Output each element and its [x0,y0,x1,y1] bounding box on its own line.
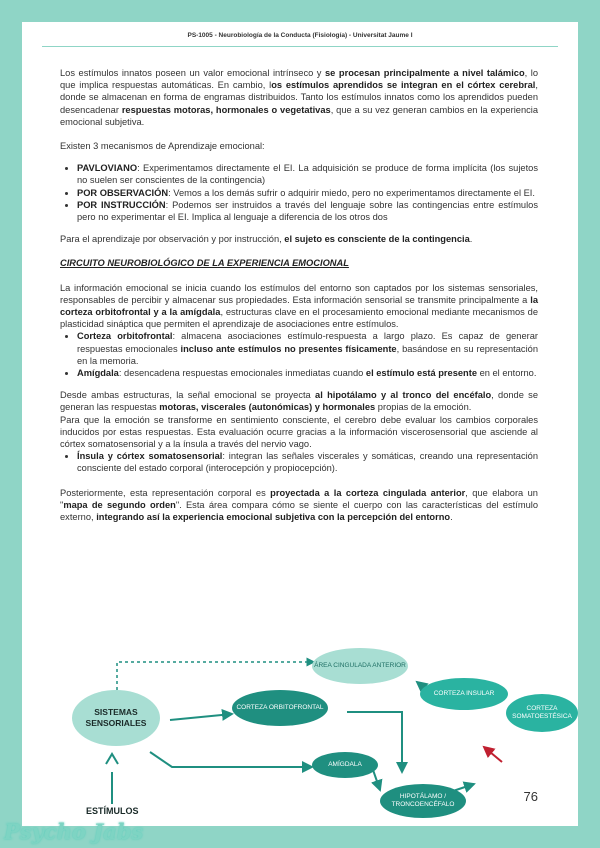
arrow-orbitofrontal [170,714,232,720]
arrow-amigdala [150,752,312,767]
arrow-visceras-somato [484,747,502,762]
bold-run: POR INSTRUCCIÓN [77,199,166,210]
list-item [77,367,538,379]
node-amigdala: AMÍGDALA [312,752,378,778]
text-run: ". Esta área compara cómo se siente el cuerpo con las características del estímulo externo, [60,499,538,523]
text-run: : integran las señales viscerales y somáticas, creando una representación consciente del estado corporal (interocepción y propiocepción). [77,451,538,474]
paragraph-circuito [60,282,538,331]
estimulos-label: ESTÍMULOS [86,806,139,816]
text-run: , estructuras clave en el procesamiento emocional mediante mecanismos de plasticidad sináptica que permiten el aprendizaje de asociaciones entre estímulos. [60,307,539,330]
bold-run: respuestas motoras, hormonales o vegetativas [121,104,331,115]
text-run: , lo que implica respuestas automáticas. En cambio, l [60,68,539,91]
paragraph-consciente [60,233,538,245]
bold-run: mapa de segundo orden [63,499,176,510]
text-run: . [469,234,473,245]
bold-run: os estímulos aprendidos se integran en el córtex cerebral [271,80,536,91]
bold-run: motoras, viscerales (autonómicas) y hormonales [159,402,376,413]
bold-run: se procesan principalmente a nivel talámico [325,68,525,78]
text-run: , que a su vez generan cambios en la experiencia emocional subjetiva. [60,104,538,127]
mechanisms-list [60,162,538,223]
list-item [77,199,538,223]
node-sistemas-sensoriales: SISTEMAS SENSORIALES [72,690,160,746]
paragraph-intro [60,67,538,128]
text-run: en el entorno. [477,368,537,379]
bold-run: el estímulo está presente [365,368,477,379]
node-hipotalamo: HIPOTÁLAMO / TRONCOENCÉFALO [380,784,466,818]
psycho-jabs-logo: Psycho Jabs [4,819,144,844]
list-item [77,162,538,186]
text-run: , que elabora un " [60,487,538,510]
bold-run: la corteza orbitofrontal y a la amígdala [60,294,538,318]
bold-run: Ínsula y córtex somatosensorial [77,451,223,462]
text-run: Desde ambas estructuras, la señal emocional se proyecta [60,390,316,401]
paragraph-hipotalamo [60,389,538,413]
node-corteza-insular: CORTEZA INSULAR [420,678,508,710]
bold-run: Amígdala [77,368,119,379]
paragraph-cingulada [60,487,538,524]
bold-run: POR OBSERVACIÓN [77,187,169,198]
list-item [77,187,538,199]
text-run: , basándose en su representación en la memoria. [77,343,538,366]
text-run: , donde se generan las respuestas [60,390,539,413]
text-run: Para el aprendizaje por observación y por instrucción, [60,234,285,245]
bold-run: incluso ante estímulos no presentes físicamente [180,343,397,354]
text-run: . [450,512,453,523]
header-divider [42,46,558,47]
page-header: PS-1005 - Neurobiología de la Conducta (Fisiología) - Universitat Jaume I [187,32,413,39]
text-body [60,67,538,523]
list-item [77,450,538,474]
text-run: Los estímulos innatos poseen un valor emocional intrínseco y [60,68,326,78]
section-title: CIRCUITO NEUROBIOLÓGICO DE LA EXPERIENCIA EMOCIONAL [60,258,349,269]
visceras-label: VÍSCERAS [489,788,531,797]
text-run: propias de la emoción. [375,402,472,413]
insula-list [60,450,538,474]
arrow-estimulos-head [106,754,118,764]
text-run: , donde se almacenan en forma de engramas distribuidos. Tanto los estímulos innatos como los aprendidos pueden desencadenar [60,80,538,115]
text-run: : desencadena respuestas emocionales inmediatas cuando [118,368,366,379]
bold-run: integrando así la experiencia emocional subjetiva con la percepción del entorno [96,512,451,523]
bold-run: PAVLOVIANO [77,163,138,174]
text-run: : almacena asociaciones estímulo-respuesta a largo plazo. Es capaz de generar respuestas emocionales [77,331,538,354]
node-corteza-somatoestesica: CORTEZA SOMATOESTÉSICA [506,694,578,732]
paragraph-mechanisms-intro: Existen 3 mecanismos de Aprendizaje emocional: [60,141,265,152]
text-run: : Vemos a los demás sufrir o adquirir miedo, pero no experimentamos directamente el EI. [168,187,535,198]
page [22,22,578,826]
list-item [77,330,538,367]
page-number: 76 [523,789,538,804]
text-run: : Podemos ser instruidos a través del lenguaje sobre las contingencias entre estímulos pero no experimentar el EI. Implica al lenguaje a diferencia de los otros dos [77,199,538,223]
node-corteza-orbitofrontal: CORTEZA ORBITOFRONTAL [232,690,328,726]
node-area-cingulada: ÁREA CINGULADA ANTERIOR [312,648,408,684]
bold-run: proyectada a la corteza cingulada anterior [270,487,466,498]
bold-run: al hipotálamo y al tronco del encéfalo [315,390,492,401]
structures-list [60,330,538,379]
text-run: : Experimentamos directamente el EI. La adquisición se produce de forma implícita (los sujetos no suelen ser conscientes de la contingencia) [77,163,538,186]
text-run: La información emocional se inicia cuando los estímulos del entorno son captados por los sistemas sensoriales, responsables de percibir y almacenar sus propiedades. Esta información sensorial se transmite principalmente a [60,282,538,305]
bold-run: Corteza orbitofrontal [77,331,173,342]
text-run: Posteriormente, esta representación corporal es [60,487,271,498]
paragraph-sentimiento: Para que la emoción se transforme en sentimiento consciente, el cerebro debe evaluar los cambios corporales inducidos por estas respuestas. Esta evaluación ocurre gracias a la información viscerosensorial que asciende al córtex somatosensorial y a la ínsula a través del nervio vago. [60,414,538,450]
bold-run: el sujeto es consciente de la contingencia [284,234,470,245]
